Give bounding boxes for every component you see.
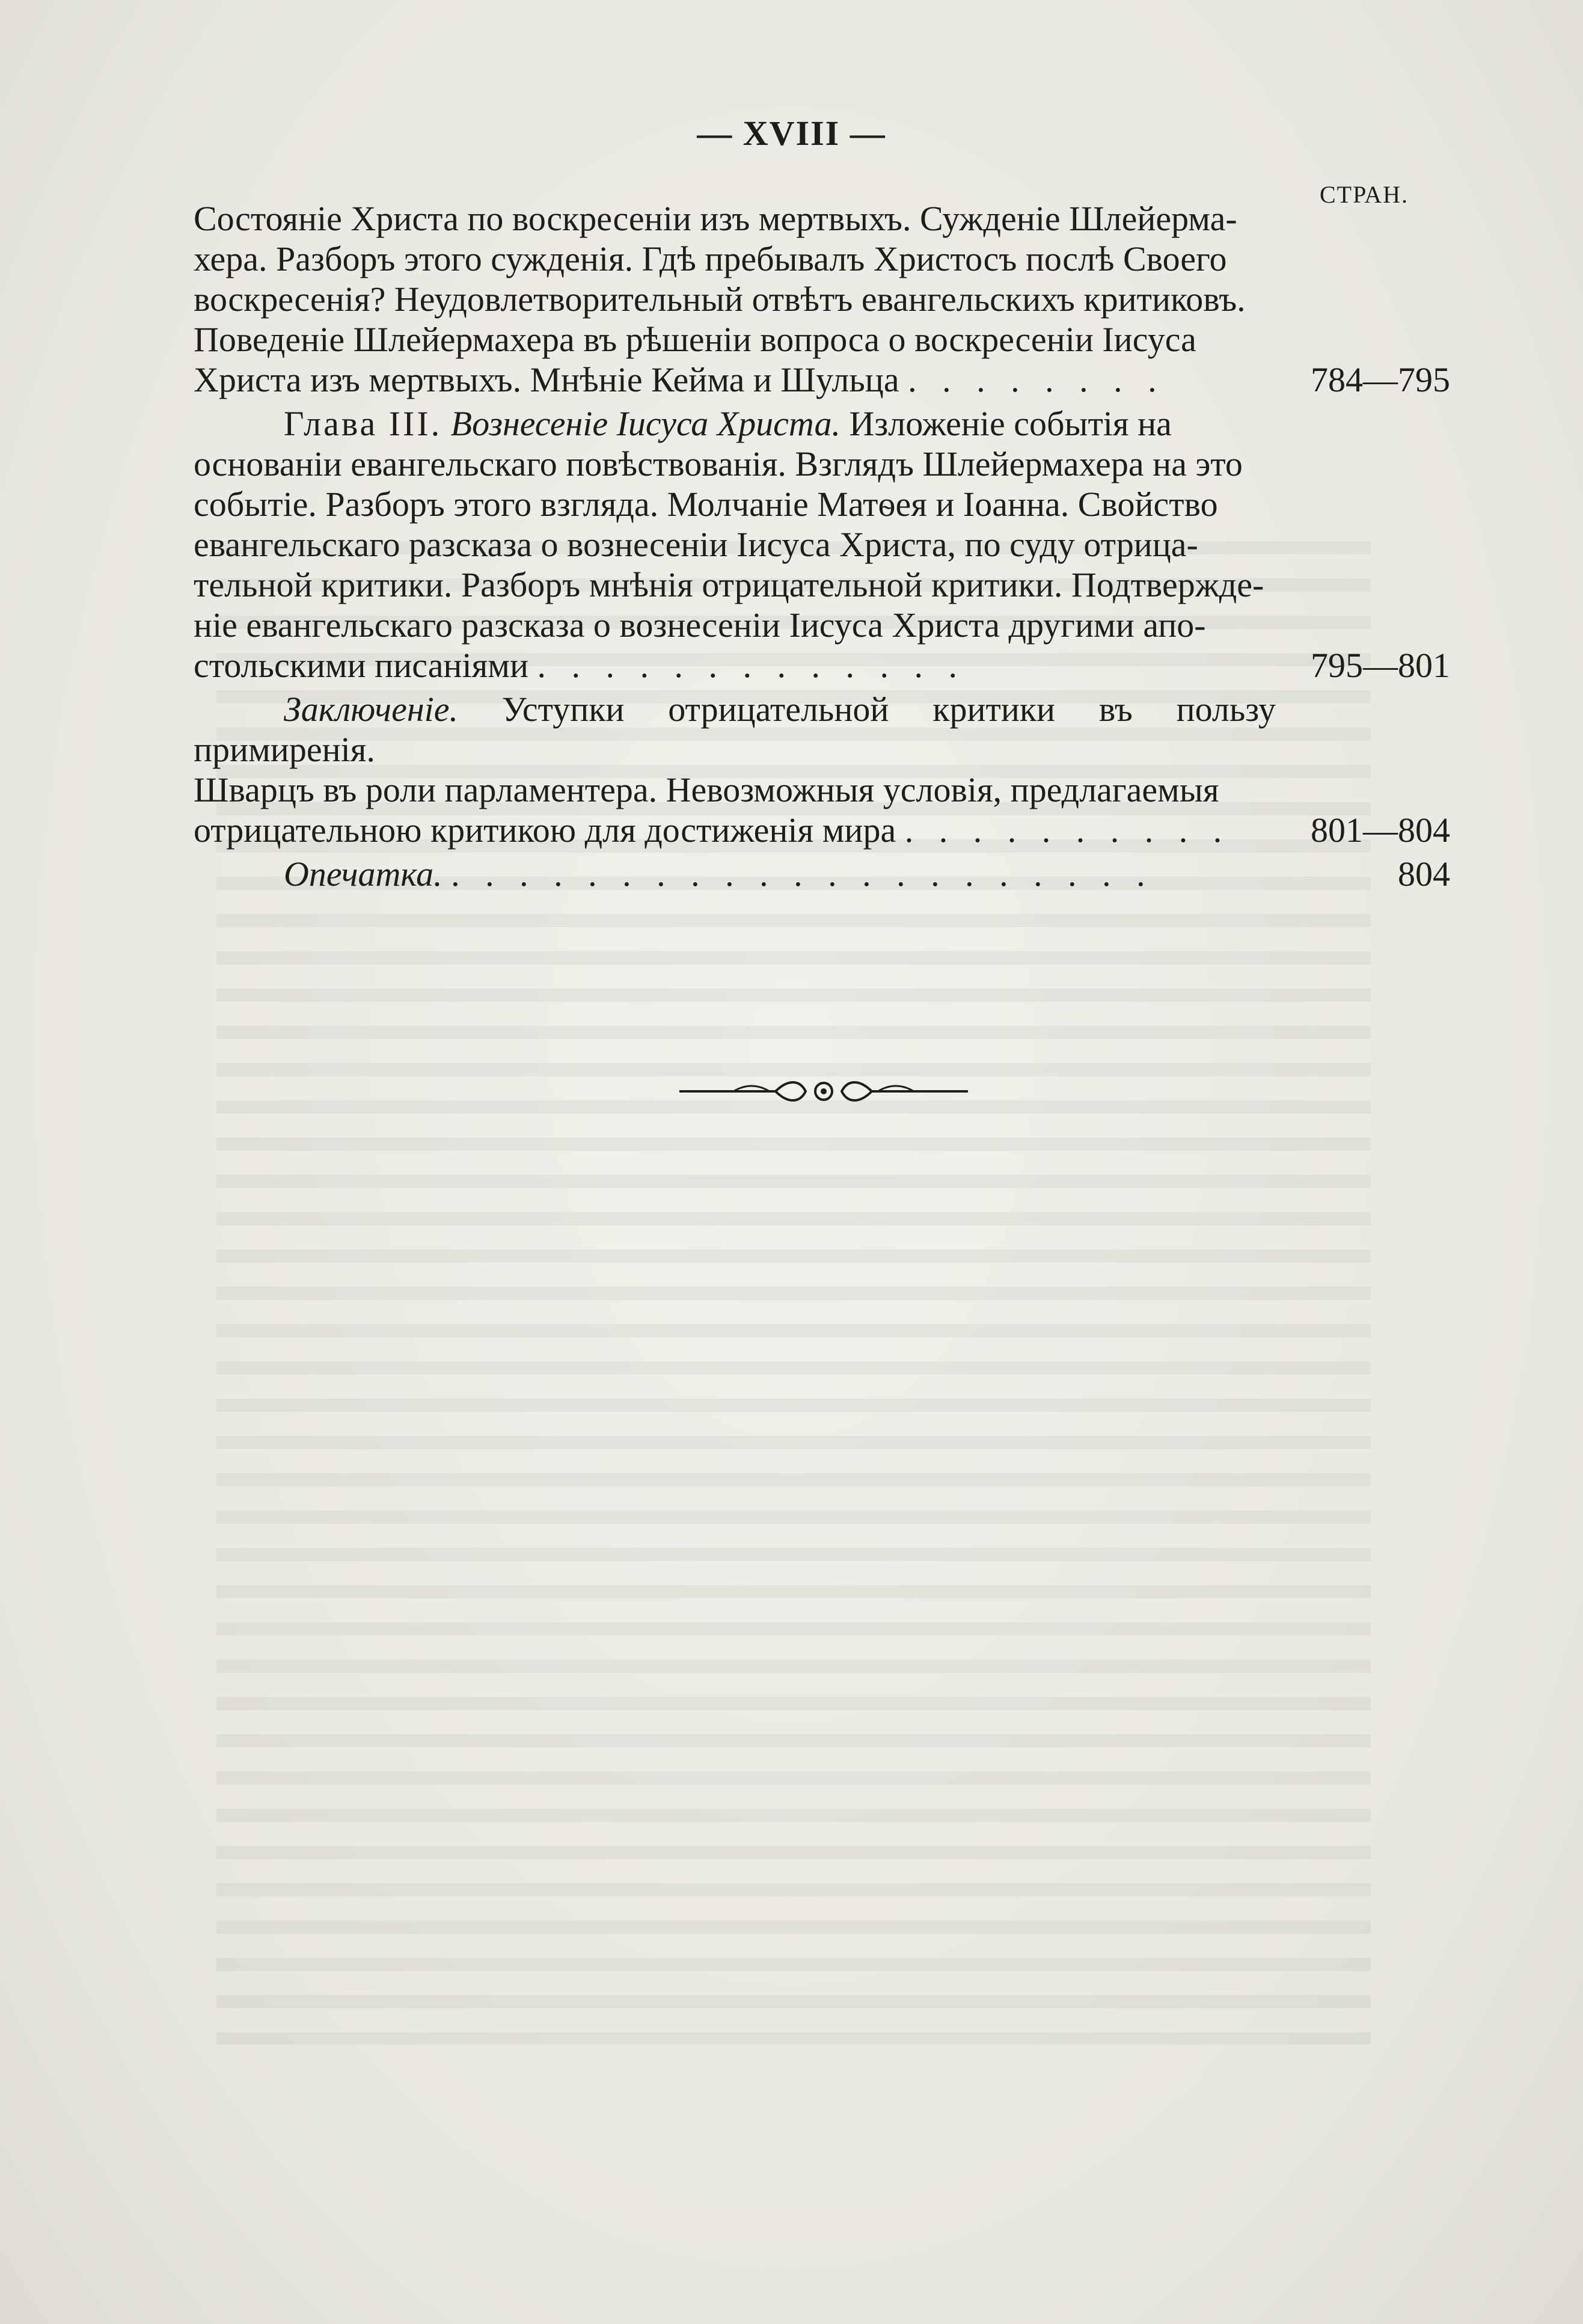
leader-dots: . . . . . . . . — [908, 360, 1165, 399]
page-range: 804 — [1398, 854, 1450, 894]
toc-line: Поведеніе Шлейермахера въ рѣшеніи вопроса о воскресеніи Іисуса — [194, 320, 1196, 359]
page-header: — XVIII — — [697, 114, 886, 153]
section-title: Опечатка. — [284, 854, 442, 894]
toc-line — [194, 403, 1276, 444]
toc-line: хера. Разборъ этого сужденія. Гдѣ пребывалъ Христосъ послѣ Своего — [194, 239, 1227, 278]
leader-dots: . . . . . . . . . . — [904, 811, 1231, 850]
toc-line: Шварцъ въ роли парламентера. Невозможныя условія, предлагаемыя — [194, 770, 1219, 809]
toc-line: ніе евангельскаго разсказа о вознесеніи Іисуса Христа другими апо- — [194, 606, 1206, 645]
toc-entry-text — [194, 198, 1276, 400]
toc-line-text: Христа изъ мертвыхъ. Мнѣніе Кейма и Шульца — [194, 360, 899, 399]
toc-entry-text — [194, 689, 1276, 850]
toc-line: Состояніе Христа по воскресеніи изъ мертвыхъ. Сужденіе Шлейерма- — [194, 199, 1237, 238]
toc-line-text: стольскими писаніями — [194, 646, 529, 685]
page-column-label: СТРАН. — [1319, 181, 1409, 208]
toc-line: евангельскаго разсказа о вознесеніи Іисуса Христа, по суду отрица- — [194, 525, 1198, 564]
chapter-label: Глава III. — [284, 404, 442, 443]
toc-line: основаніи евангельскаго повѣствованія. Взглядъ Шлейермахера на это — [194, 444, 1243, 483]
toc-line-text: Уступки отрицательной критики въ пользу примиренія. — [194, 690, 1276, 769]
decorative-ornament — [679, 1073, 968, 1109]
toc-entry — [194, 689, 1450, 850]
page-range: 784—795 — [1311, 360, 1450, 399]
toc-entry — [194, 198, 1450, 400]
toc-entry-text — [194, 403, 1276, 685]
toc-line — [194, 689, 1276, 770]
toc-line-text: отрицательною критикою для достиженія мира — [194, 811, 896, 850]
toc-line: событіе. Разборъ этого взгляда. Молчаніе Матѳея и Іоанна. Свойство — [194, 485, 1218, 524]
page-range: 795—801 — [1311, 646, 1450, 685]
toc-line: воскресенія? Неудовлетворительный отвѣтъ евангельскихъ критиковъ. — [194, 280, 1246, 319]
section-title: Заключеніе. — [284, 690, 458, 729]
toc-entry — [194, 854, 1450, 894]
page-range: 801—804 — [1311, 811, 1450, 850]
toc-line — [194, 360, 1276, 400]
toc-line — [194, 810, 1276, 850]
leader-dots: . . . . . . . . . . . . . — [537, 646, 966, 685]
toc-line-text: Изложеніе событія на — [840, 404, 1172, 443]
chapter-title: Вознесеніе Іисуса Христа. — [450, 404, 840, 443]
toc-entry-text — [194, 854, 1276, 894]
toc-entry — [194, 403, 1450, 685]
leader-dots: . . . . . . . . . . . . . . . . . . . . . — [451, 854, 1154, 894]
toc-line — [194, 854, 1276, 894]
toc-line — [194, 645, 1276, 685]
table-of-contents — [194, 198, 1450, 898]
toc-line: тельной критики. Разборъ мнѣнія отрицательной критики. Подтвержде- — [194, 565, 1264, 604]
